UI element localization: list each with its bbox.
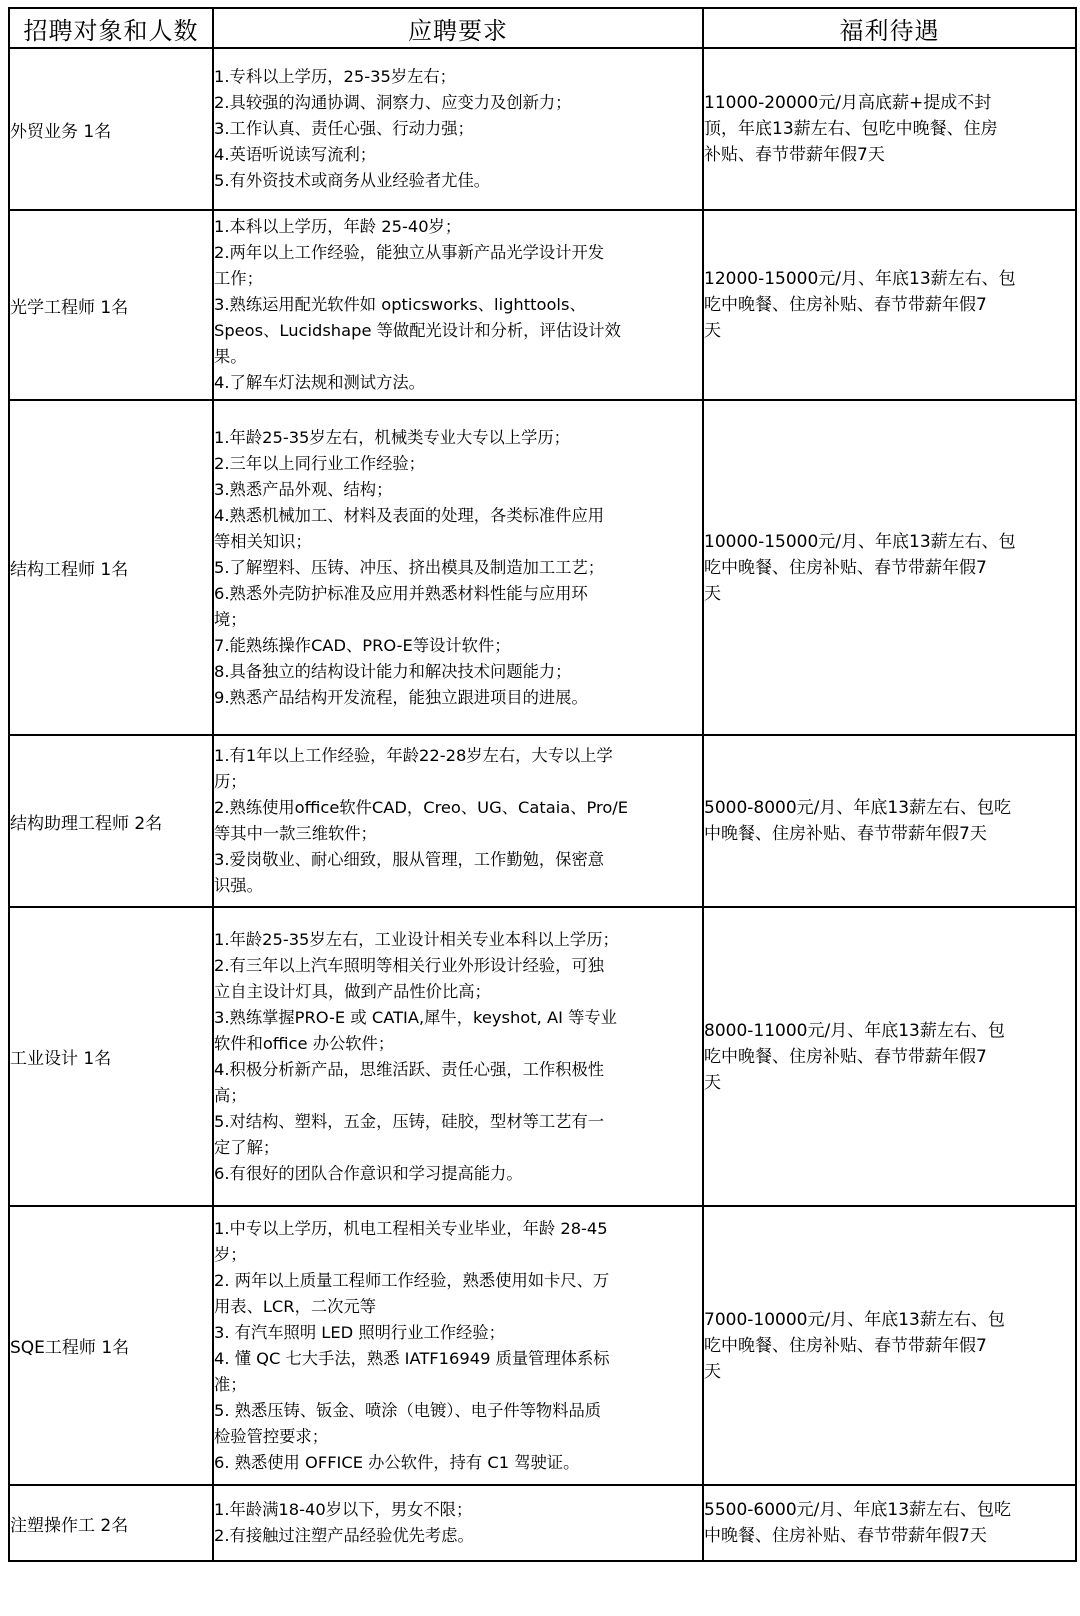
requirement-line: 2.三年以上同行业工作经验；: [214, 453, 425, 473]
requirement-line: 8.具备独立的结构设计能力和解决技术问题能力；: [214, 661, 572, 681]
requirements-cell: [213, 907, 703, 1206]
benefits-cell: [703, 907, 1076, 1206]
position-cell: 工业设计 1名: [9, 907, 213, 1206]
requirement-line: 2.有三年以上汽车照明等相关行业外形设计经验，可独: [214, 955, 605, 975]
position-cell: 注塑操作工 2名: [9, 1485, 213, 1561]
position-cell: 外贸业务 1名: [9, 48, 213, 210]
benefit-line: 天: [704, 1072, 721, 1093]
requirement-line: 4.积极分析新产品，思维活跃、责任心强，工作积极性: [214, 1059, 605, 1079]
requirement-line: 3.熟练运用配光软件如 opticsworks、lighttools、: [214, 295, 586, 314]
table-row: [9, 1485, 1076, 1561]
benefits-cell: [703, 735, 1076, 907]
table-row: [9, 400, 1076, 735]
requirement-line: 2. 两年以上质量工程师工作经验，熟悉使用如卡尺、万: [214, 1270, 610, 1290]
requirement-line: 5.对结构、塑料，五金，压铸，硅胶，型材等工艺有一: [214, 1111, 605, 1131]
requirement-line: 7.能熟练操作CAD、PRO-E等设计软件；: [214, 635, 511, 655]
requirement-line: 4. 懂 QC 七大手法，熟悉 IATF16949 质量管理体系标: [214, 1348, 610, 1368]
benefit-line: 天: [704, 321, 721, 341]
requirements-cell: [213, 1206, 703, 1485]
requirement-line: 准；: [214, 1374, 247, 1394]
requirement-line: 境；: [214, 609, 247, 629]
position-cell: 光学工程师 1名: [9, 210, 213, 400]
requirement-line: 等其中一款三维软件；: [214, 824, 377, 843]
requirement-line: 5.有外资技术或商务从业经验者尤佳。: [214, 171, 491, 190]
benefits-cell: [703, 1206, 1076, 1485]
requirements-cell: [213, 210, 703, 400]
requirement-line: 1.年龄25-35岁左右，工业设计相关专业本科以上学历；: [214, 929, 619, 949]
benefit-line: 吃中晚餐、住房补贴、春节带薪年假7: [704, 295, 987, 315]
requirement-line: 6. 熟悉使用 OFFICE 办公软件，持有 C1 驾驶证。: [214, 1452, 580, 1472]
requirement-line: 工作；: [214, 269, 263, 288]
requirement-line: 4.英语听说读写流利；: [214, 145, 377, 164]
requirement-line: 等相关知识；: [214, 531, 312, 551]
requirement-line: 岁；: [214, 1244, 247, 1264]
requirement-line: 3. 有汽车照明 LED 照明行业工作经验；: [214, 1322, 505, 1342]
requirements-cell: [213, 1485, 703, 1561]
requirement-line: 2.两年以上工作经验，能独立从事新产品光学设计开发: [214, 243, 605, 262]
requirement-line: Speos、Lucidshape 等做配光设计和分析，评估设计效: [214, 321, 621, 340]
table-row: [9, 1206, 1076, 1485]
benefits-cell: [703, 1485, 1076, 1561]
requirement-line: 2.熟练使用office软件CAD，Creo、UG、Cataia、Pro/E: [214, 798, 629, 817]
requirements-cell: [213, 400, 703, 735]
benefit-line: 吃中晚餐、住房补贴、春节带薪年假7: [704, 1335, 987, 1356]
benefit-line: 7000-10000元/月、年底13薪左右、包: [704, 1309, 1005, 1330]
requirement-line: 9.熟悉产品结构开发流程，能独立跟进项目的进展。: [214, 687, 588, 707]
benefit-line: 吃中晚餐、住房补贴、春节带薪年假7: [704, 557, 987, 578]
header-position-count: 招聘对象和人数: [9, 8, 213, 48]
requirement-line: 3.熟练掌握PRO-E 或 CATIA,犀牛，keyshot, AI 等专业: [214, 1007, 617, 1027]
requirement-line: 定了解；: [214, 1137, 280, 1157]
benefit-line: 8000-11000元/月、年底13薪左右、包: [704, 1020, 1005, 1041]
benefit-line: 11000-20000元/月高底薪+提成不封: [704, 93, 992, 113]
benefit-line: 顶，年底13薪左右、包吃中晚餐、住房: [704, 119, 998, 139]
requirement-line: 1.本科以上学历，年龄 25-40岁；: [214, 217, 462, 236]
requirement-line: 1.中专以上学历，机电工程相关专业毕业，年龄 28-45: [214, 1218, 608, 1238]
header-requirements: 应聘要求: [213, 8, 703, 48]
benefits-cell: [703, 210, 1076, 400]
requirement-line: 1.年龄25-35岁左右，机械类专业大专以上学历；: [214, 427, 570, 447]
requirement-line: 6.熟悉外壳防护标准及应用并熟悉材料性能与应用环: [214, 583, 588, 603]
requirement-line: 识强。: [214, 876, 263, 895]
requirements-cell: [213, 735, 703, 907]
requirement-line: 3.爱岗敬业、耐心细致，服从管理，工作勤勉，保密意: [214, 850, 605, 869]
benefits-cell: [703, 400, 1076, 735]
requirement-line: 3.工作认真、责任心强、行动力强；: [214, 119, 474, 138]
benefit-line: 天: [704, 1361, 721, 1382]
requirement-line: 用表、LCR，二次元等: [214, 1296, 377, 1316]
table-header-row: [9, 8, 1076, 48]
requirement-line: 5.了解塑料、压铸、冲压、挤出模具及制造加工工艺；: [214, 557, 605, 577]
benefit-line: 5000-8000元/月、年底13薪左右、包吃: [704, 798, 1012, 818]
table-row: [9, 210, 1076, 400]
header-benefits: 福利待遇: [703, 8, 1076, 48]
recruitment-document: [8, 7, 1077, 1562]
benefit-line: 中晚餐、住房补贴、春节带薪年假7天: [704, 824, 987, 844]
benefit-line: 天: [704, 583, 721, 604]
requirement-line: 1.年龄满18-40岁以下，男女不限；: [214, 1500, 473, 1519]
requirement-line: 1.有1年以上工作经验，年龄22-28岁左右，大专以上学: [214, 746, 613, 765]
benefit-line: 10000-15000元/月、年底13薪左右、包: [704, 531, 1016, 552]
position-cell: 结构工程师 1名: [9, 400, 213, 735]
requirement-line: 2.具较强的沟通协调、洞察力、应变力及创新力；: [214, 93, 572, 112]
benefit-line: 补贴、春节带薪年假7天: [704, 145, 885, 165]
requirements-cell: [213, 48, 703, 210]
requirement-line: 3.熟悉产品外观、结构；: [214, 479, 393, 499]
table-row: [9, 735, 1076, 907]
benefit-line: 吃中晚餐、住房补贴、春节带薪年假7: [704, 1046, 987, 1067]
benefit-line: 5500-6000元/月、年底13薪左右、包吃: [704, 1500, 1012, 1520]
requirement-line: 历；: [214, 772, 247, 791]
benefit-line: 中晚餐、住房补贴、春节带薪年假7天: [704, 1526, 987, 1546]
requirement-line: 1.专科以上学历，25-35岁左右；: [214, 67, 456, 86]
requirement-line: 高；: [214, 1085, 247, 1105]
requirement-line: 果。: [214, 347, 247, 366]
requirement-line: 立自主设计灯具，做到产品性价比高；: [214, 981, 491, 1001]
benefits-cell: [703, 48, 1076, 210]
table-row: [9, 48, 1076, 210]
requirement-line: 5. 熟悉压铸、钣金、喷涂（电镀）、电子件等物料品质: [214, 1400, 602, 1420]
requirement-line: 4.了解车灯法规和测试方法。: [214, 373, 425, 392]
table-row: [9, 907, 1076, 1206]
position-cell: SQE工程师 1名: [9, 1206, 213, 1485]
requirement-line: 4.熟悉机械加工、材料及表面的处理，各类标准件应用: [214, 505, 605, 525]
benefit-line: 12000-15000元/月、年底13薪左右、包: [704, 269, 1016, 289]
table-body: [9, 48, 1076, 1561]
recruitment-table: [8, 7, 1077, 1562]
requirement-line: 软件和office 办公软件；: [214, 1033, 395, 1053]
requirement-line: 2.有接触过注塑产品经验优先考虑。: [214, 1526, 474, 1545]
position-cell: 结构助理工程师 2名: [9, 735, 213, 907]
requirement-line: 6.有很好的团队合作意识和学习提高能力。: [214, 1163, 523, 1183]
requirement-line: 检验管控要求；: [214, 1426, 328, 1446]
